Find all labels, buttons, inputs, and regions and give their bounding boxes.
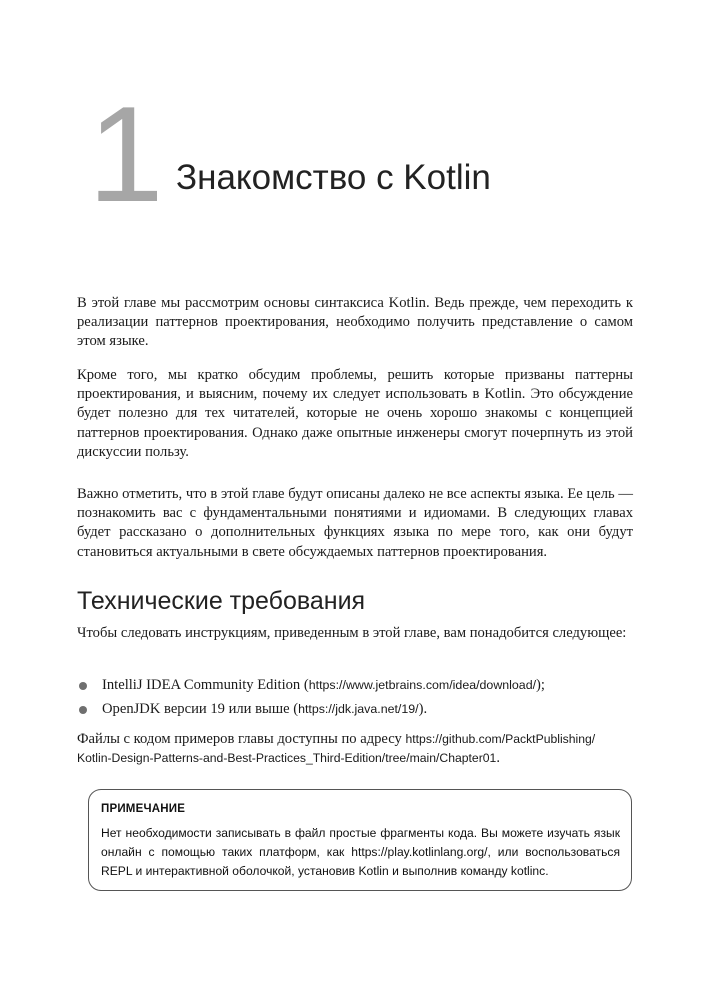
note-box xyxy=(88,789,632,891)
note-text: Нет необходимости записывать в файл простые фрагменты кода. Вы можете изучать язык онлайн с помощью таких платформ, как https://play.kotlinlang.org/, или воспользоваться REPL и интерактивной оболочкой, установив Kotlin и выполнив команду kotlinc. xyxy=(101,826,620,878)
list-item-tail: ). xyxy=(418,701,428,717)
list-item-text: IntelliJ IDEA Community Edition ( xyxy=(102,677,309,693)
intro-paragraph-2: Кроме того, мы кратко обсудим проблемы, решить которые призваны паттерны проектирования, и выясним, почему их следует использовать в Kotlin. Это обсуждение будет полезно для тех читателей, которые не очень хорошо знакомы с концепцией паттернов проектирования. Однако даже опытные инженеры смогут почерпнуть из этой дискуссии пользу. xyxy=(77,367,633,460)
list-item-text: OpenJDK версии 19 или выше ( xyxy=(102,701,299,717)
bullet-icon xyxy=(79,682,87,690)
files-end: . xyxy=(496,750,500,767)
section-heading: Технические требования xyxy=(77,587,366,615)
list-item-tail: ); xyxy=(536,677,545,693)
list-item xyxy=(77,676,637,700)
list-item xyxy=(77,700,637,724)
note-title: ПРИМЕЧАНИЕ xyxy=(101,803,186,815)
github-link-part-2[interactable]: Kotlin-Design-Patterns-and-Best-Practices_Third-Edition/tree/main/Chapter01 xyxy=(77,751,497,766)
chapter-number: 1 xyxy=(88,78,164,230)
chapter-title: Знакомство с Kotlin xyxy=(176,158,491,197)
files-paragraph xyxy=(77,730,633,768)
requirements-lead: Чтобы следовать инструкциям, приведенным в этой главе, вам понадобится следующее: xyxy=(77,625,627,641)
bullet-icon xyxy=(79,706,87,714)
openjdk-link[interactable]: https://jdk.java.net/19/ xyxy=(298,702,419,716)
files-text: Файлы с кодом примеров главы доступны по адресу xyxy=(77,731,406,747)
intro-paragraph-1: В этой главе мы рассмотрим основы синтаксиса Kotlin. Ведь прежде, чем переходить к реализации паттернов проектирования, необходимо получить представление о самом этом языке. xyxy=(77,295,633,350)
requirements-list xyxy=(77,676,637,724)
intro-paragraph-3: Важно отметить, что в этой главе будут описаны далеко не все аспекты языка. Ее цель — познакомить вас с фундаментальными понятиями и идиомами. В следующих главах будет рассказано о дополнительных функциях языка по мере того, как они будут становиться актуальными в свете обсуждаемых паттернов проектирования. xyxy=(77,486,633,560)
jetbrains-link[interactable]: https://www.jetbrains.com/idea/download/ xyxy=(308,678,537,692)
github-link-part-1[interactable]: https://github.com/PacktPublishing/ xyxy=(405,732,596,746)
